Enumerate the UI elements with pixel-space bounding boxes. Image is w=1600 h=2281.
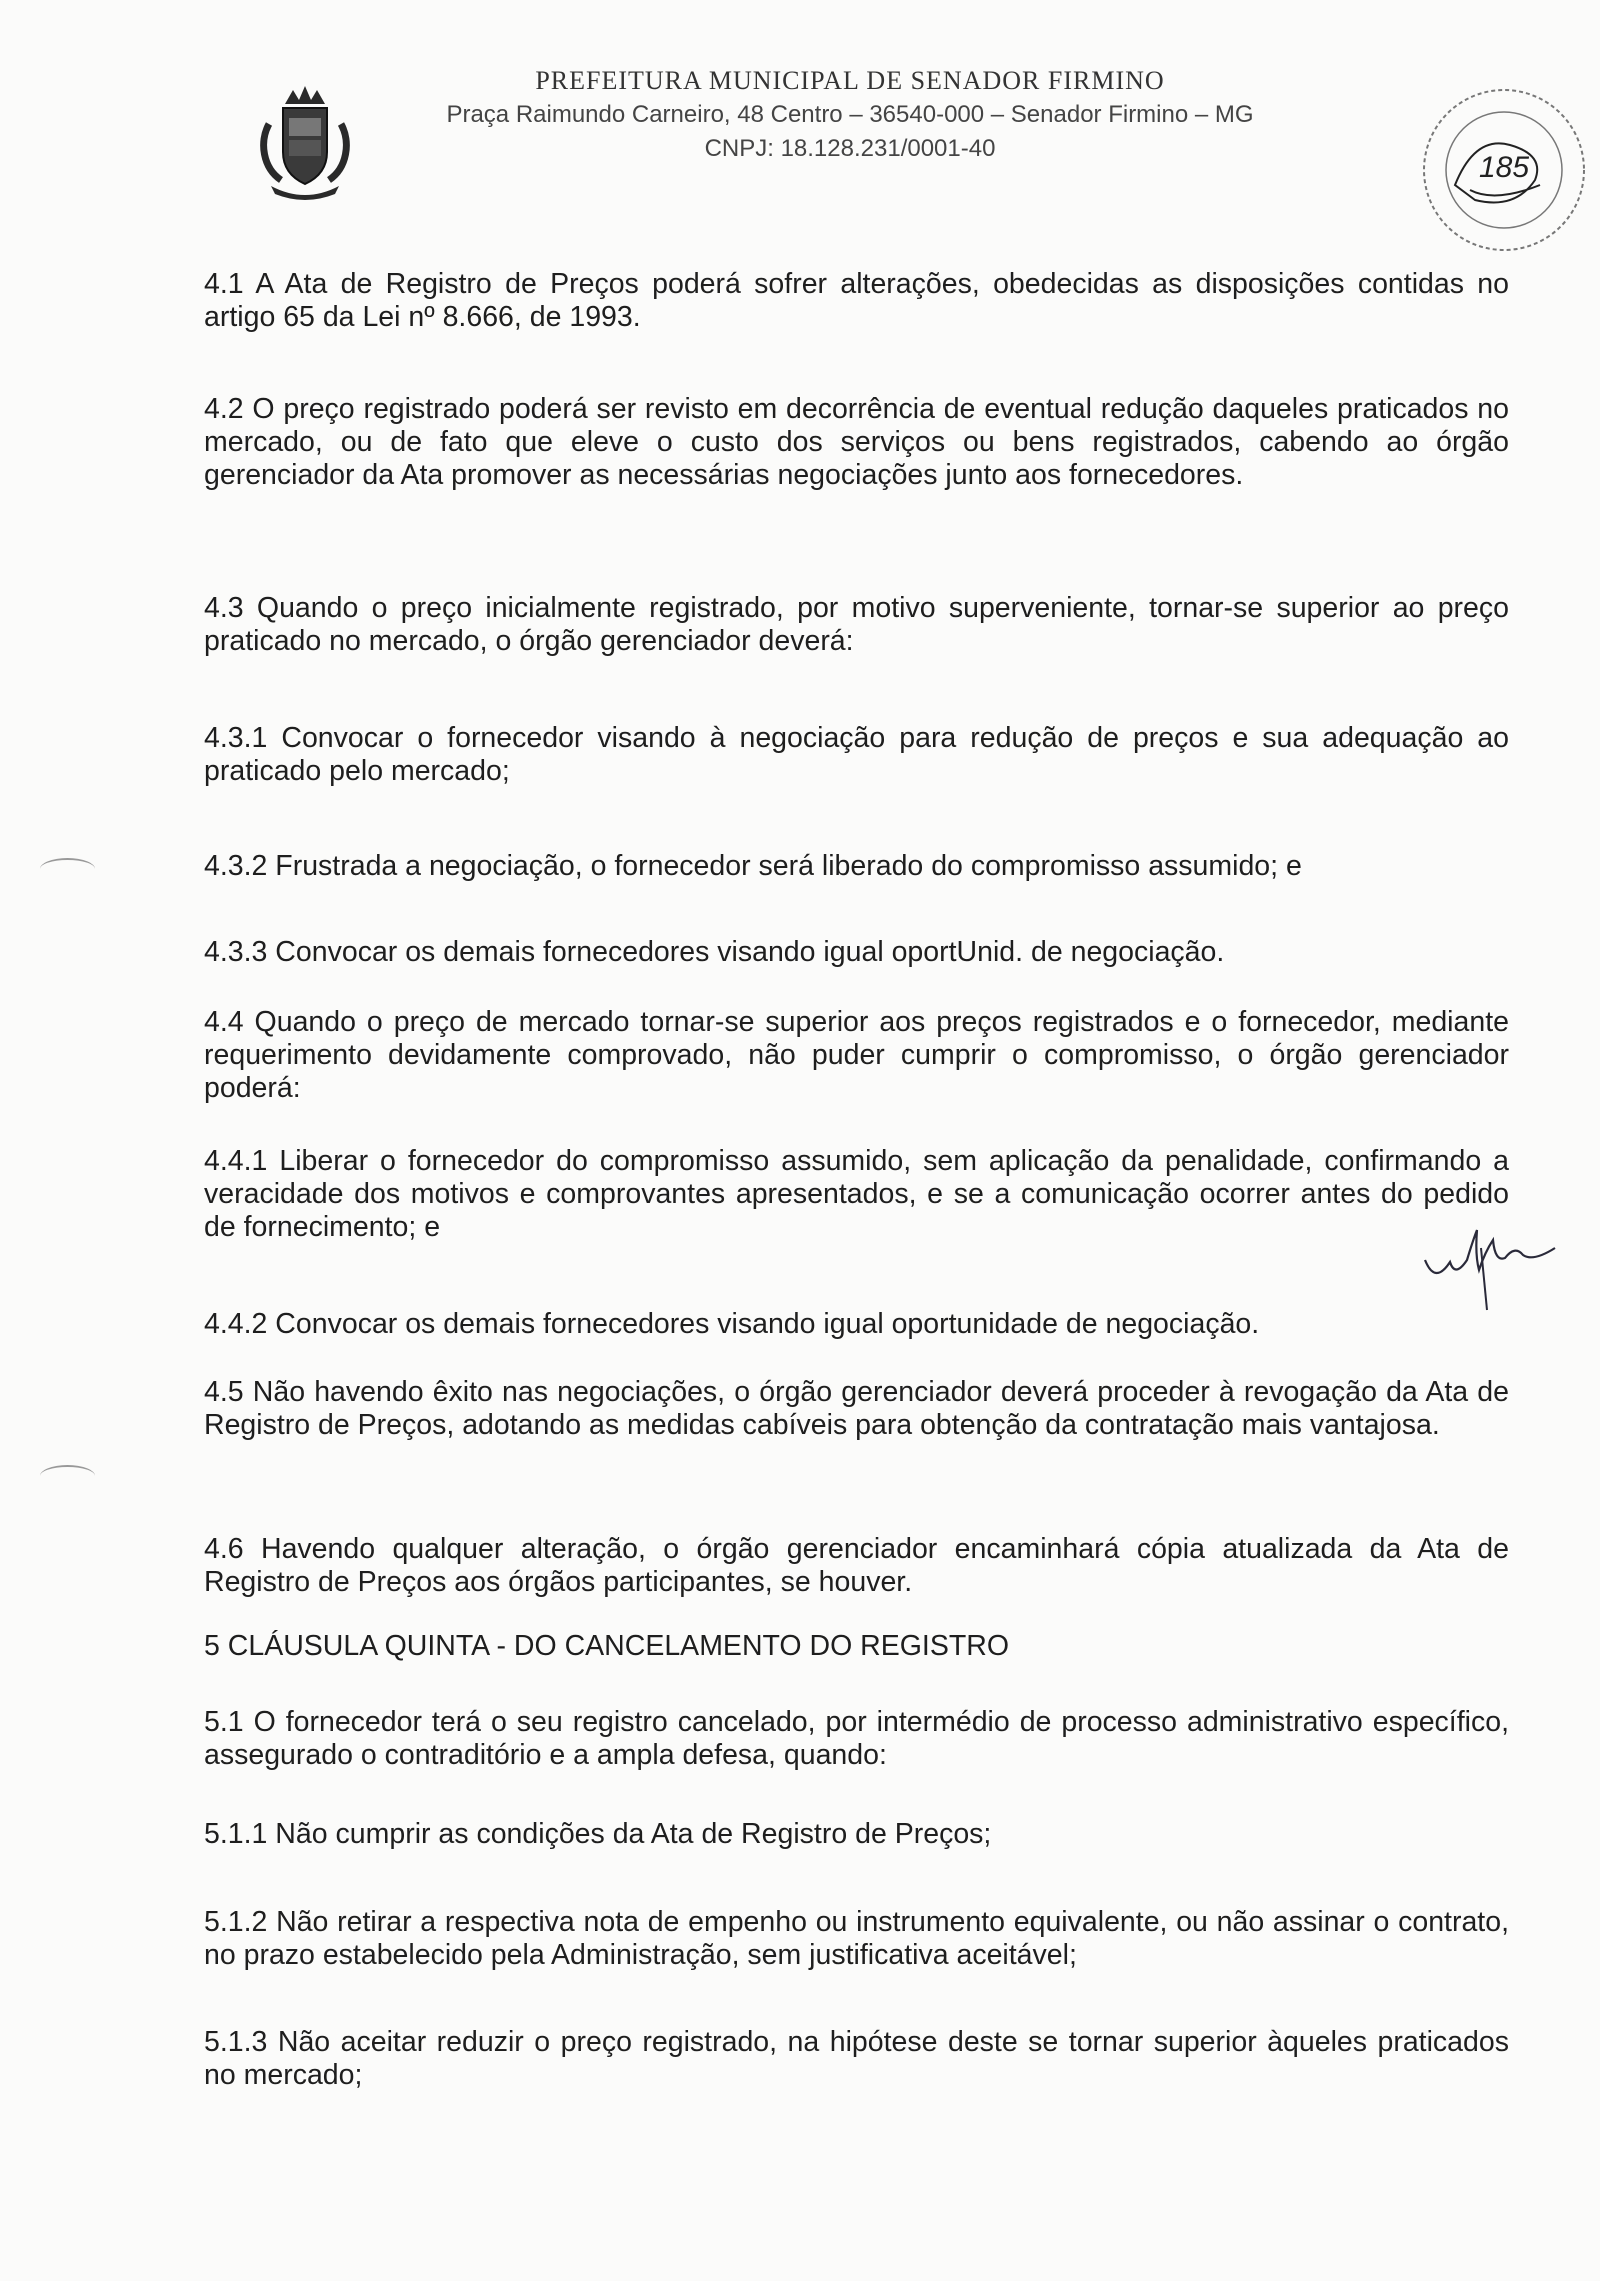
- paragraph-4-3: 4.3 Quando o preço inicialmente registrado, por motivo superveniente, tornar-se superior ao preço praticado no mercado, o órgão gerenciador deverá:: [204, 592, 1509, 657]
- margin-mark: [40, 858, 95, 880]
- paragraph-4-3-1: 4.3.1 Convocar o fornecedor visando à negociação para redução de preços e sua adequação ao praticado pelo mercado;: [204, 722, 1509, 787]
- handwritten-initials-icon: [1415, 1200, 1565, 1320]
- paragraph-4-3-2: 4.3.2 Frustrada a negociação, o fornecedor será liberado do compromisso assumido; e: [204, 850, 1302, 882]
- paragraph-4-3-3: 4.3.3 Convocar os demais fornecedores visando igual oportUnid. de negociação.: [204, 936, 1225, 968]
- paragraph-5-1-2: 5.1.2 Não retirar a respectiva nota de empenho ou instrumento equivalente, ou não assinar o contrato, no prazo estabelecido pela Administração, sem justificativa aceitável;: [204, 1906, 1509, 1971]
- paragraph-5-1-1: 5.1.1 Não cumprir as condições da Ata de Registro de Preços;: [204, 1818, 992, 1850]
- paragraph-4-5: 4.5 Não havendo êxito nas negociações, o órgão gerenciador deverá proceder à revogação da Ata de Registro de Preços, adotando as medidas cabíveis para obtenção da contratação mais vantajosa.: [204, 1376, 1509, 1441]
- letterhead-cnpj: CNPJ: 18.128.231/0001-40: [704, 135, 996, 162]
- clause-5-heading: 5 CLÁUSULA QUINTA - DO CANCELAMENTO DO REGISTRO: [204, 1630, 1010, 1662]
- paragraph-4-1: 4.1 A Ata de Registro de Preços poderá sofrer alterações, obedecidas as disposições contidas no artigo 65 da Lei nº 8.666, de 1993.: [204, 268, 1509, 333]
- letterhead-address: Praça Raimundo Carneiro, 48 Centro – 36540-000 – Senador Firmino – MG: [446, 101, 1254, 128]
- letterhead-title: PREFEITURA MUNICIPAL DE SENADOR FIRMINO: [535, 66, 1165, 95]
- paragraph-4-2: 4.2 O preço registrado poderá ser revisto em decorrência de eventual redução daqueles praticados no mercado, ou de fato que eleve o custo dos serviços ou bens registrados, cabendo ao órgão gerenciador da Ata promover as necessárias negociações junto aos fornecedores.: [204, 393, 1509, 491]
- letterhead-text: [350, 64, 1350, 166]
- paragraph-5-1-3: 5.1.3 Não aceitar reduzir o preço registrado, na hipótese deste se tornar superior àqueles praticados no mercado;: [204, 2026, 1509, 2091]
- letterhead: [0, 60, 1600, 200]
- commission-stamp-icon: [1415, 85, 1593, 255]
- municipal-crest-icon: [255, 82, 355, 202]
- paragraph-4-4-1: 4.4.1 Liberar o fornecedor do compromisso assumido, sem aplicação da penalidade, confirmando a veracidade dos motivos e comprovantes apresentados, e se a comunicação ocorrer antes do pedido de fornecimento; e: [204, 1145, 1509, 1243]
- paragraph-4-6: 4.6 Havendo qualquer alteração, o órgão gerenciador encaminhará cópia atualizada da Ata de Registro de Preços aos órgãos participantes, se houver.: [204, 1533, 1509, 1598]
- paragraph-5-1: 5.1 O fornecedor terá o seu registro cancelado, por intermédio de processo administrativo específico, assegurado o contraditório e a ampla defesa, quando:: [204, 1706, 1509, 1771]
- svg-text:185: 185: [1478, 151, 1530, 184]
- margin-mark: [40, 1465, 95, 1487]
- paragraph-4-4: 4.4 Quando o preço de mercado tornar-se superior aos preços registrados e o fornecedor, mediante requerimento devidamente comprovado, não puder cumprir o compromisso, o órgão gerenciador poderá:: [204, 1006, 1509, 1104]
- paragraph-4-4-2: 4.4.2 Convocar os demais fornecedores visando igual oportunidade de negociação.: [204, 1308, 1260, 1340]
